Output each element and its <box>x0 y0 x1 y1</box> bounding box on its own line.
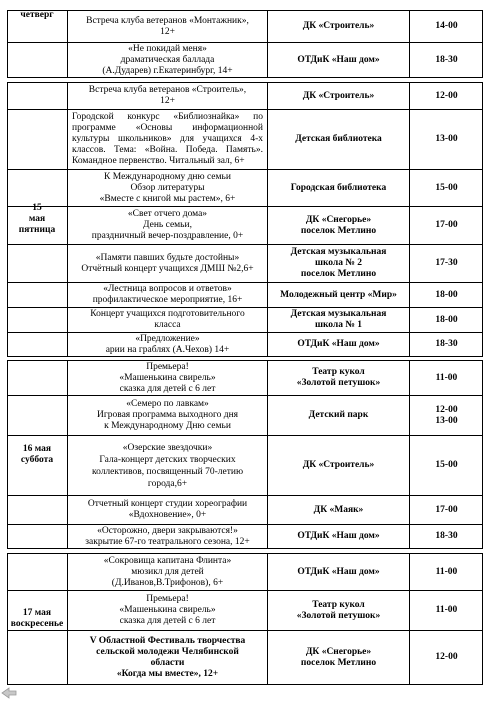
table-row <box>7 631 483 685</box>
back-arrow-icon[interactable] <box>1 687 17 699</box>
place-cell: Театр кукол «Золотой петушок» <box>268 361 410 395</box>
event-cell: Городской конкурс «Библиознайка» по программе «Основы информационной культуры школьников» для учащихся 4-х классов. Тема: «Война. Победа. Память». Командное первенство. Читальный зал, 6+ <box>68 110 268 169</box>
time-cell: 15-00 <box>435 460 458 470</box>
table-row <box>7 436 483 496</box>
place-cell: Детская музыкальная школа № 2 поселок Метлино <box>268 245 410 282</box>
table-row <box>7 82 483 110</box>
time-cell: 18-00 <box>435 289 458 300</box>
place-cell: Городская библиотека <box>268 170 410 206</box>
event-cell: Концерт учащихся подготовительного класса <box>68 308 268 332</box>
table-row <box>7 43 483 78</box>
place-cell: ДК «Строитель» <box>268 83 410 109</box>
place-cell: ДК «Строитель» <box>268 11 410 42</box>
place-cell: ДК «Снегорье» поселок Метлино <box>268 207 410 244</box>
event-cell: Премьера! «Машенькина свирель» сказка для детей с 6 лет <box>68 361 268 395</box>
place-cell: ДК «Строитель» <box>268 436 410 495</box>
table-row <box>7 245 483 283</box>
event-cell: «Сокровища капитана Флинта» мюзикл для детей (Д.Иванов,В.Трифонов), 6+ <box>68 554 268 590</box>
place-cell: ОТДиК «Наш дом» <box>268 554 410 590</box>
place-cell: Детская библиотека <box>268 110 410 169</box>
place-cell: ОТДиК «Наш дом» <box>268 333 410 356</box>
event-cell: «Свет отчего дома» День семьи, праздничный вечер-поздравление, 0+ <box>68 207 268 244</box>
event-cell: «Осторожно, двери закрываются!» закрытие 67-го театрального сезона, 12+ <box>68 525 268 548</box>
table-row <box>7 110 483 170</box>
place-cell: Театр кукол «Золотой петушок» <box>268 591 410 630</box>
event-cell: «Озерские звездочки» Гала-концерт детских творческих коллективов, посвященный 70-летию города,6+ <box>68 436 268 495</box>
time-cell: 18-30 <box>435 54 458 65</box>
place-cell: ОТДиК «Наш дом» <box>268 525 410 548</box>
time-cell: 17-00 <box>435 220 458 230</box>
time-cell: 17-00 <box>435 504 458 515</box>
place-cell: Молодежный центр «Мир» <box>268 283 410 307</box>
table-row <box>7 308 483 333</box>
time-cell: 12-00 <box>435 90 458 101</box>
table-row <box>7 170 483 207</box>
time-cell: 12-00 13-00 <box>435 404 458 426</box>
event-cell: «Не покидай меня» драматическая баллада (А.Дударев) г.Екатеринбург, 14+ <box>68 43 268 77</box>
place-cell: ОТДиК «Наш дом» <box>268 43 410 77</box>
table-row <box>7 360 483 396</box>
event-cell: «Семеро по лавкам» Игровая программа выходного дня к Международному Дню семьи <box>68 396 268 435</box>
table-row <box>7 10 483 43</box>
place-cell: Детский парк <box>268 396 410 435</box>
event-cell: К Международному дню семьи Обзор литературы «Вместе с книгой мы растем», 6+ <box>68 170 268 206</box>
place-cell: ДК «Маяк» <box>268 496 410 524</box>
table-row <box>7 396 483 436</box>
place-cell: ДК «Снегорье» поселок Метлино <box>268 631 410 684</box>
day-label: четверг <box>7 10 68 78</box>
event-cell: Встреча клуба ветеранов «Строитель», 12+ <box>68 83 268 109</box>
time-cell: 15-00 <box>435 182 458 193</box>
event-cell: V Областной Фестиваль творчества сельской молодежи Челябинской области «Когда мы вместе», 12+ <box>68 631 268 684</box>
table-row <box>7 207 483 245</box>
event-cell: «Предложение» арии на граблях (А.Чехов) 14+ <box>68 333 268 356</box>
time-cell: 13-00 <box>435 134 458 144</box>
time-cell: 17-30 <box>435 258 458 268</box>
time-cell: 12-00 <box>435 652 458 662</box>
table-row <box>7 283 483 308</box>
time-cell: 11-00 <box>435 372 458 383</box>
table-row <box>7 553 483 591</box>
day-label: 15 мая пятница <box>7 82 68 357</box>
table-row <box>7 496 483 525</box>
day-label: 17 мая воскресенье <box>7 553 68 685</box>
time-cell: 18-30 <box>435 339 458 349</box>
day-group-thursday <box>0 10 491 78</box>
time-cell: 18-00 <box>435 314 458 325</box>
place-cell: Детская музыкальная школа № 1 <box>268 308 410 332</box>
event-cell: «Лестница вопросов и ответов» профилактическое мероприятие, 16+ <box>68 283 268 307</box>
day-group-saturday <box>0 360 491 549</box>
day-label: 16 мая суббота <box>7 360 68 549</box>
time-cell: 14-00 <box>435 21 458 31</box>
table-row <box>7 591 483 631</box>
event-cell: «Памяти павших будьте достойны» Отчётный концерт учащихся ДМШ №2,6+ <box>68 245 268 282</box>
table-row <box>7 525 483 549</box>
time-cell: 18-30 <box>435 531 458 541</box>
event-cell: Отчетный концерт студии хореографии «Вдохновение», 0+ <box>68 496 268 524</box>
day-group-friday <box>0 82 491 357</box>
event-cell: Премьера! «Машенькина свирель» сказка для детей с 6 лет <box>68 591 268 630</box>
time-cell: 11-00 <box>435 566 458 577</box>
event-cell: Встреча клуба ветеранов «Монтажник», 12+ <box>68 11 268 42</box>
day-group-sunday <box>0 553 491 685</box>
time-cell: 11-00 <box>435 605 458 615</box>
table-row <box>7 333 483 357</box>
